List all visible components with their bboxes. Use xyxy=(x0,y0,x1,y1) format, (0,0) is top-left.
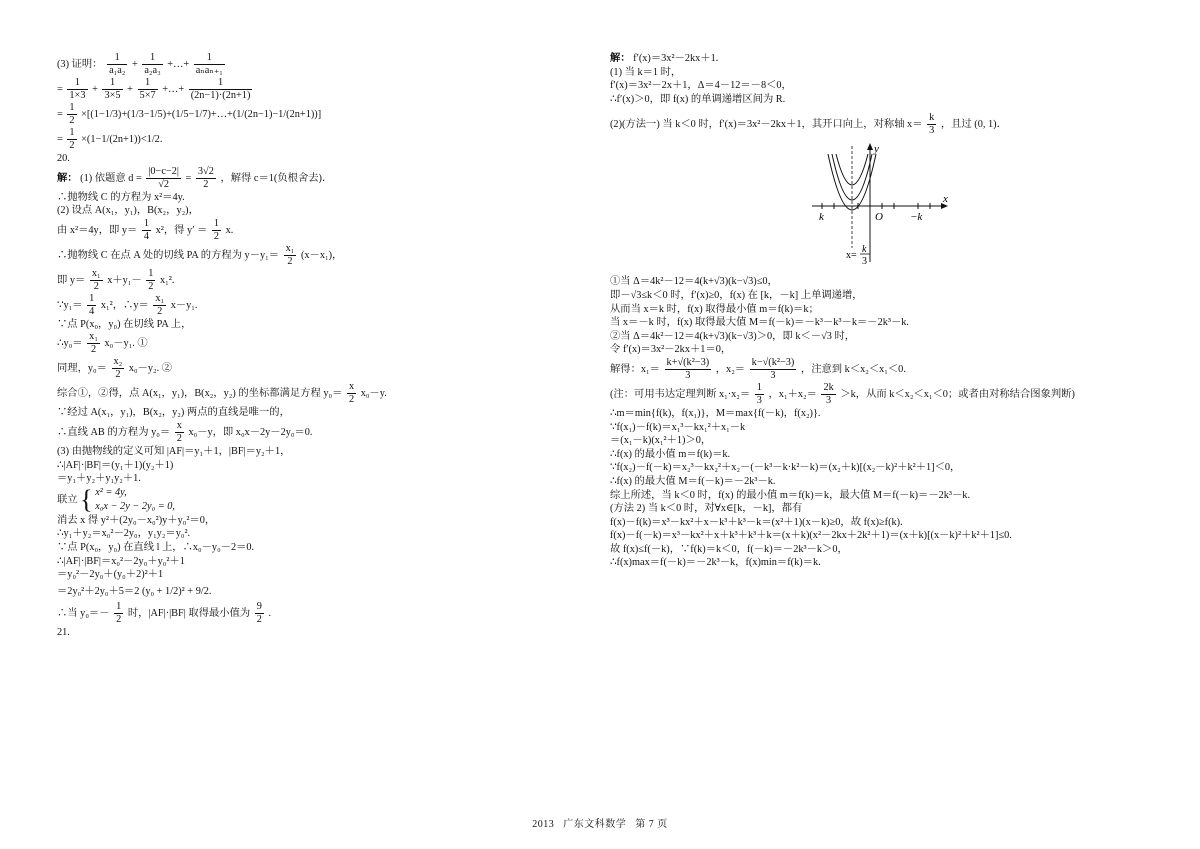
q20-part2-line6: ∵点 P(x₀，y₀) 在切线 PA 上， xyxy=(57,318,192,330)
fraction: $\frac{\text{k+√(k²−3)}}{3}$ xyxy=(666,356,710,381)
q20-part2-line5 xyxy=(57,293,557,318)
text: ＞k，从而 k＜x₂＜x₁＜0；或者由对称结合图象判断) xyxy=(840,388,1075,400)
q21-line1: (1) 当 k＝1 时， xyxy=(610,66,682,78)
fraction: $\frac{k}{3}$ xyxy=(929,112,935,137)
q21-line14: ∵f(x₁)－f(k)＝x₁³－kx₁²＋x₁－k xyxy=(610,421,746,433)
q20-part1-line2: ∴抛物线 C 的方程为 x²＝4y. xyxy=(57,191,185,203)
footer-subject: 广东文科数学 xyxy=(563,819,627,830)
q21-line20: (方法 2) 当 k＜0 时，对∀x∈[k，－k]，都有 xyxy=(610,503,803,515)
fraction: $\frac{1}{2}$ xyxy=(69,127,75,151)
fraction: $\frac{\text{k−√(k²−3)}}{3}$ xyxy=(751,356,795,381)
equals-sign: = xyxy=(57,83,63,95)
q20-part3-line3: ＝y₁＋y₂＋y₁y₂＋1. xyxy=(57,473,141,485)
q21-line13: ∴m＝min{f(k)，f(x₁)}，M＝max{f(－k)，f(x₂)}. xyxy=(610,407,821,419)
q20-part3-system xyxy=(57,486,557,514)
fraction: $\frac{\text{x₂}}{2}$ xyxy=(113,356,123,381)
q21-line8: 当 x＝－k 时，f(x) 取得最大值 M＝f(－k)＝－k³－k³－k＝－2k³－k. xyxy=(610,317,909,329)
x-axis-label: x xyxy=(943,193,948,205)
fraction: $\frac{1}{3}$ xyxy=(756,381,762,406)
q21-line11 xyxy=(610,357,1155,382)
q20-part2-line3 xyxy=(57,243,557,268)
plus-sign: + xyxy=(131,58,138,70)
text: x₁². xyxy=(160,274,175,286)
proof-line-1 xyxy=(57,52,557,77)
q20-part2-line4 xyxy=(57,268,557,293)
q21-line22: f(x)－f(－k)＝x³－kx²＋x＋k³＋k³＋k＝(x＋k)(x²－2kx＋2k²＋1)＝(x＋k)[(x－k)²＋k²＋1]≤0. xyxy=(610,530,1012,542)
text: x. xyxy=(225,224,234,236)
q21-line3: ∴f′(x)＞0，即 f(x) 的单调递增区间为 R. xyxy=(610,93,786,105)
question-20-number: 20. xyxy=(57,153,70,164)
q21-line12 xyxy=(610,382,1155,407)
q21-line17: ∵f(x₂)－f(－k)＝x₂³－kx₂²＋x₂－(－k³－k·k²－k)＝(x₂＋k)[(x₂－k)²＋k²＋1]＜0， xyxy=(610,462,961,474)
text: x₀－y. xyxy=(360,388,387,400)
ellipsis: +…+ xyxy=(167,58,190,70)
text: . xyxy=(268,608,272,620)
q20-part2-line8 xyxy=(57,356,557,381)
text: 时，|AF|·|BF| 取得最小值为 xyxy=(127,608,251,620)
text: ∵y₁＝ xyxy=(57,299,83,311)
text: x＋y₁－ xyxy=(107,274,142,286)
q20-part2-line1: (2) 设点 A(x₁，y₁)，B(x₂，y₂)， xyxy=(57,205,199,217)
text: f′(x)＝3x²－2kx＋1. xyxy=(633,53,719,64)
system-equation-1: x² = 4y, xyxy=(95,486,127,498)
q21-line15: ＝(x₁－k)(x₁²＋1)＞0， xyxy=(610,435,712,447)
proof-line-4 xyxy=(57,127,557,152)
text: x₁²，∴y＝ xyxy=(100,299,149,311)
text: ∴y₀＝ xyxy=(57,338,83,350)
q20-part3-line5: 消去 x 得 y²＋(2y₀－x₀²)y＋y₀²＝0， xyxy=(57,514,216,526)
text: x₀－y，即 x₀x－2y－2y₀＝0. xyxy=(188,426,313,438)
text: ＝2y₀²＋2y₀＋5＝2 xyxy=(57,585,140,597)
footer-year: 2013 xyxy=(532,819,555,830)
q20-part1-line1 xyxy=(57,166,557,191)
fraction: $\frac{1}{2}$ xyxy=(213,217,220,242)
right-column xyxy=(610,52,1155,570)
fraction: $\frac{1}{2}$ xyxy=(69,102,75,126)
q21-line10: 令 f′(x)＝3x²－2kx＋1＝0， xyxy=(610,344,732,356)
solution-label: 解： xyxy=(610,53,631,64)
text: 即 y＝ xyxy=(57,274,86,286)
k-label: k xyxy=(819,211,824,223)
q20-part3-line6: ∴y₁＋y₂＝x₀²－2y₀，y₁y₂＝y₀². xyxy=(57,528,191,540)
part-3-label: (3) 证明： xyxy=(57,58,103,70)
fraction: $\frac{\text{x₁}}{2}$ xyxy=(91,267,101,292)
y-axis-arrow xyxy=(867,143,873,150)
text: (2)(方法一) 当 k＜0 时，f′(x)＝3x²－2kx＋1，其开口向上，对称轴 x＝ xyxy=(610,119,923,131)
q20-part3-line1: (3) 由抛物线的定义可知 |AF|＝y₁＋1，|BF|＝y₂＋1， xyxy=(57,445,291,457)
parabola-figure xyxy=(810,140,960,268)
fraction: $\frac{3√2}{2}$ xyxy=(197,165,214,190)
fraction: $\frac{1}{5\times 7}$ xyxy=(139,77,156,101)
equation-system xyxy=(95,486,175,514)
text: 综合①，②得，点 A(x₁，y₁)，B(x₂，y₂) 的坐标都满足方程 y₀＝ xyxy=(57,388,343,400)
q20-part3-line11 xyxy=(57,601,557,626)
text: x₀－y₂. ② xyxy=(128,363,173,375)
proof-line-2 xyxy=(57,77,557,102)
text: ，x₂＝ xyxy=(715,363,746,375)
text: x－y₁. xyxy=(170,299,198,311)
proof-line-3 xyxy=(57,102,557,127)
plus-sign: + xyxy=(92,83,98,95)
page-footer xyxy=(0,815,1200,830)
fraction: $\frac{1}{\text{a₁a₂}}$ xyxy=(109,52,126,76)
symmetry-k-den: 3 xyxy=(862,256,867,267)
q21-line18: ∴f(x) 的最大值 M＝f(－k)＝－2k³－k. xyxy=(610,475,776,487)
q20-part3-line9: ＝y₀²－2y₀＋(y₀＋2)²＋1 xyxy=(57,569,164,581)
text: (1) 依题意 d = xyxy=(80,172,142,184)
fraction: $\frac{1}{\text{aₙaₙ₊₁}}$ xyxy=(195,52,223,76)
q20-part3-line10 xyxy=(57,585,557,599)
origin-label: O xyxy=(875,211,883,223)
fraction: $\frac{1}{3\times 5}$ xyxy=(104,77,121,101)
q21-line7: 从而当 x＝k 时，f(x) 取得最小值 m＝f(k)＝k； xyxy=(610,303,819,315)
q21-line4 xyxy=(610,112,1155,137)
q21-line19: 综上所述，当 k＜0 时，f(x) 的最小值 m＝f(k)＝k，最大值 M＝f(－k)＝－2k³－k. xyxy=(610,489,971,501)
fraction: $\frac{1}{4}$ xyxy=(89,292,95,317)
q21-line5: ①当 Δ＝4k²－12＝4(k+√3)(k−√3)≤0， xyxy=(610,276,778,288)
equals-sign: = xyxy=(185,172,192,184)
q20-part3-line8: ∴|AF|·|BF|＝x₀²－2y₀＋y₀²＋1 xyxy=(57,555,185,567)
text: ∴当 y₀＝－ xyxy=(57,608,110,620)
symmetry-axis-label: x= xyxy=(846,250,857,261)
text: 联立 xyxy=(57,494,78,506)
q21-line23: 故 f(x)≤f(－k)，∵f(k)＝k＜0，f(－k)＝－2k³－k＞0， xyxy=(610,543,848,555)
q20-part2-line9 xyxy=(57,381,557,406)
text: ，注意到 k＜x₂＜x₁＜0. xyxy=(800,363,906,375)
question-21-number: 21. xyxy=(57,627,70,639)
text: ，且过 (0, 1)． xyxy=(940,119,1007,131)
q20-part2-line7 xyxy=(57,331,557,356)
system-equation-2: x₀x − 2y − 2y₀ = 0, xyxy=(95,500,175,512)
fraction: $\frac{2k}{3}$ xyxy=(823,381,834,406)
q20-part3-line7: ∵点 P(x₀，y₀) 在直线 l 上，∴x₀－y₀－2＝0. xyxy=(57,541,255,553)
fraction: $\frac{\text{x₁}}{2}$ xyxy=(155,292,165,317)
text: (注：可用韦达定理判断 x₁·x₂＝ xyxy=(610,388,751,400)
text: ∴直线 AB 的方程为 y₀＝ xyxy=(57,426,171,438)
q21-line21: f(x)－f(k)＝x³－kx²＋x－k³＋k³－k＝(x²＋1)(x－k)≥0，故 f(x)≥f(k). xyxy=(610,516,903,528)
fraction: $\frac{x}{2}$ xyxy=(348,381,355,406)
left-brace: { xyxy=(80,484,93,514)
plus-sign: + xyxy=(127,83,133,95)
text: ∴抛物线 C 在点 A 处的切线 PA 的方程为 y－y₁＝ xyxy=(57,249,280,261)
fraction: $\frac{1}{(2n-1)\cdot(2n+1)}$ xyxy=(190,77,251,101)
symmetry-k-num: k xyxy=(862,244,867,255)
solution-label: 解： xyxy=(57,172,78,184)
fraction: $\frac{1}{4}$ xyxy=(143,217,150,242)
text: (y₀ + 1/2)² + 9/2. xyxy=(141,585,212,597)
q20-part2-line10: ∵经过 A(x₁，y₁)，B(x₂，y₂) 两点的直线是唯一的， xyxy=(57,407,290,419)
q21-line2: f′(x)＝3x²－2x＋1，Δ＝4－12＝－8＜0， xyxy=(610,80,792,92)
fraction: $\frac{1}{1\times 3}$ xyxy=(69,77,86,101)
neg-k-label: −k xyxy=(910,211,923,223)
fraction: $\frac{\text{x₁}}{2}$ xyxy=(89,331,98,356)
equals-sign: = xyxy=(57,133,63,145)
text: x₀－y₁. ① xyxy=(104,338,148,350)
proof-conclusion: ×(1−1/(2n+1))<1/2. xyxy=(81,133,163,145)
q20-part3-line2: ∴|AF|·|BF|＝(y₁＋1)(y₂＋1) xyxy=(57,459,174,471)
fraction: $\frac{9}{2}$ xyxy=(256,601,262,626)
page-number: 第 7 页 xyxy=(635,819,668,830)
q21-line6: 即－√3≤k＜0 时，f′(x)≥0，f(x) 在 [k，－k] 上单调递增， xyxy=(610,289,863,301)
text: (x－x₁)， xyxy=(300,249,343,261)
fraction: $\frac{1}{\text{a₂a₃}}$ xyxy=(144,52,161,76)
y-axis-label: y xyxy=(874,143,879,155)
text: ，解得 c＝1(负根舍去)． xyxy=(220,172,333,184)
fraction: $\frac{1}{2}$ xyxy=(116,601,122,626)
text: 同理，y₀＝ xyxy=(57,363,107,375)
text: ，x₁＋x₂＝ xyxy=(768,388,817,400)
q21-line9: ②当 Δ＝4k²－12＝4(k+√3)(k−√3)＞0，即 k＜－√3 时， xyxy=(610,330,856,342)
fraction: $\frac{\text{x₁}}{2}$ xyxy=(285,242,295,267)
q21-line24: ∴f(x)max＝f(－k)＝－2k³－k，f(x)min＝f(k)＝k. xyxy=(610,557,821,569)
q21-line16: ∴f(x) 的最小值 m＝f(k)＝k. xyxy=(610,448,731,460)
fraction: $\frac{x}{2}$ xyxy=(176,419,182,444)
text: 解得：x₁＝ xyxy=(610,363,660,375)
q21-solution-line0 xyxy=(610,52,1155,66)
left-column xyxy=(57,52,557,640)
text: x²，得 y′ ＝ xyxy=(155,224,208,236)
telescoping-sum: ×[(1−1/3)+(1/3−1/5)+(1/5−1/7)+…+(1/(2n−1)−1/(2n+1))] xyxy=(81,108,322,120)
ellipsis: +…+ xyxy=(162,83,185,95)
fraction: $\frac{|0-c-2|}{√2}$ xyxy=(148,165,179,190)
equals-sign: = xyxy=(57,108,63,120)
q20-part2-line11 xyxy=(57,420,557,445)
text: 由 x²＝4y，即 y＝ xyxy=(57,224,138,236)
q20-part2-line2 xyxy=(57,218,557,243)
fraction: $\frac{1}{2}$ xyxy=(148,267,154,292)
